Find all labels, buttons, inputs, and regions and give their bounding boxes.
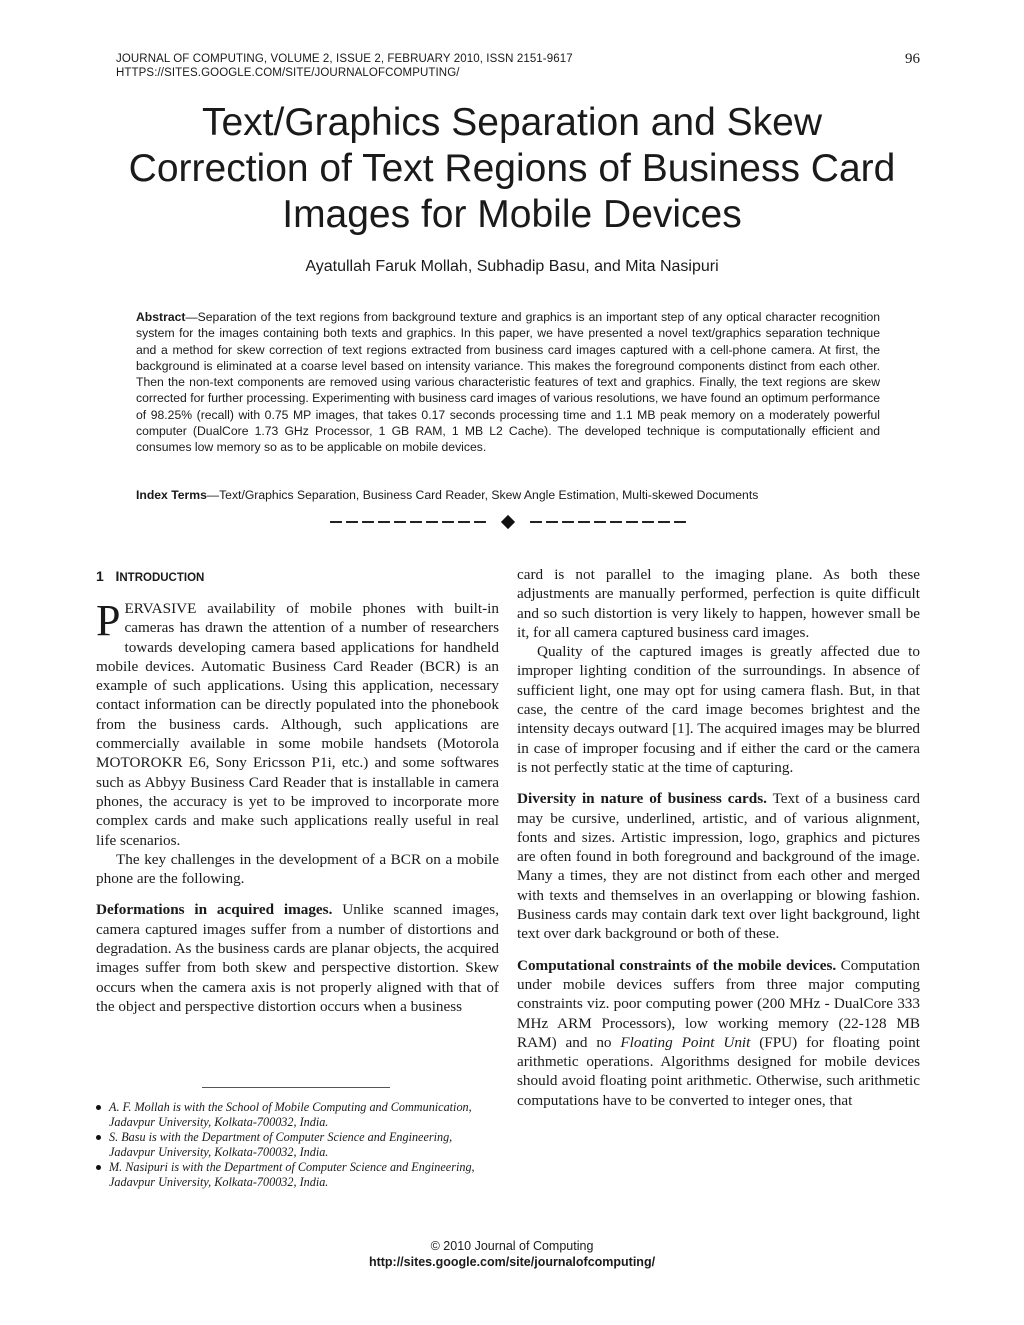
right-paragraph-4 [517, 956, 920, 1110]
section-title-rest: NTRODUCTION [119, 572, 205, 584]
intro-paragraph-3 [96, 900, 499, 1016]
footnote-item: M. Nasipuri is with the Department of Computer Science and Engineering, Jadavpur University, Kolkata-700032, India. [96, 1160, 499, 1190]
abstract-label: Abstract [136, 310, 186, 324]
page-footer [0, 1238, 1024, 1270]
author-footnotes [96, 1100, 499, 1190]
divider-dashes-right [530, 521, 686, 523]
right-paragraph-3-text: Text of a business card may be cursive, underlined, artistic, and of various alignment, fonts and sizes. Artistic impression, logo, graphics and pictures are often found in both foreground and background of the image. Many a times, they are not distinct from each other and merged with texts and themselves in an overlapping or blowing fashion. Business cards may contain dark text over light background, light text over dark background or both of these. [517, 790, 920, 943]
constraints-heading: Computational constraints of the mobile devices. [517, 956, 837, 974]
intro-paragraph-1-text: ERVASIVE availability of mobile phones with built-in cameras has drawn the attention of a number of researchers towards developing camera based applications for handheld mobile devices. Automatic Business Card Reader (BCR) is an example of such applications. Using this application, necessary contact information can be directly populated into the phonebook from the business cards. Although, such applications are commercially available in some mobile handsets (Motorola MOTOROKR E6, Sony Ericsson P1i, etc.) and some softwares such as Abbyy Business Card Reader that is installable in camera phones, the accuracy is yet to be improved to incorporate more complex cards and make such applications really useful in real life scenarios. [96, 600, 499, 849]
intro-paragraph-1 [96, 596, 499, 850]
journal-header-url: HTTPS://SITES.GOOGLE.COM/SITE/JOURNALOFCOMPUTING/ [116, 67, 460, 79]
right-paragraph-3 [517, 789, 920, 943]
title-line-2: Correction of Text Regions of Business Card [128, 147, 896, 190]
right-paragraph-2: Quality of the captured images is greatly affected due to improper lighting condition of the surroundings. In absence of sufficient light, one may opt for using camera flash. But, in that case, the centre of the card image becomes brightest and the intensity decays outward [1]. The acquired images may be blurred in case of improper focusing and if either the card or the camera is not perfectly static at the time of capturing. [517, 643, 920, 776]
author-list: Ayatullah Faruk Mollah, Subhadip Basu, and Mita Nasipuri [305, 258, 719, 275]
divider-dashes-left [330, 521, 486, 523]
footnote-item: S. Basu is with the Department of Computer Science and Engineering, Jadavpur University, Kolkata-700032, India. [96, 1130, 499, 1160]
journal-header-line1: JOURNAL OF COMPUTING, VOLUME 2, ISSUE 2, FEBRUARY 2010, ISSN 2151-9617 [116, 53, 573, 65]
diamond-icon [501, 515, 515, 529]
section-heading [96, 567, 499, 587]
diversity-heading: Diversity in nature of business cards. [517, 790, 767, 808]
footnote-item: A. F. Mollah is with the School of Mobile Computing and Communication, Jadavpur University, Kolkata-700032, India. [96, 1100, 499, 1130]
abstract-text: —Separation of the text regions from background texture and graphics is an important step of any optical character recognition system for the images containing both texts and graphics. In this paper, we have presented a novel text/graphics separation technique and a method for skew correction of text regions extracted from business card images captured with a cell-phone camera. At first, the background is eliminated at a coarse level based on intensity variance. This makes the foreground components distinct from each other. Then the non-text components are removed using various characteristic features of text and graphics. Finally, the text regions are skew corrected for further processing. Experimenting with business card images of various resolutions, we have found an optimum performance of 98.25% (recall) with 0.75 MP images, that takes 0.17 seconds processing time and 1.1 MB peak memory on a moderately powerful computer (DualCore 1.73 GHz Processor, 1 GB RAM, 1 MB L2 Cache). The developed technique is computationally efficient and consumes low memory so as to be applicable on mobile devices. [136, 310, 880, 455]
index-terms [136, 487, 880, 503]
drop-cap: P [96, 596, 121, 645]
index-terms-text: —Text/Graphics Separation, Business Card Reader, Skew Angle Estimation, Multi-skewed Documents [206, 488, 759, 502]
deformations-heading: Deformations in acquired images. [96, 901, 333, 919]
paper-title [80, 100, 944, 238]
right-paragraph-4-text-b: (FPU) for floating point arithmetic operations. Algorithms designed for mobile devices should avoid floating point arithmetic. Otherwise, such arithmetic computations have to be converted to integer ones, that [517, 1033, 920, 1109]
title-line-1: Text/Graphics Separation and Skew [201, 101, 822, 144]
footnote-rule [202, 1087, 390, 1088]
abstract [136, 309, 880, 456]
copyright-notice: © 2010 Journal of Computing [430, 1239, 594, 1253]
section-divider [330, 512, 686, 532]
title-line-3: Images for Mobile Devices [282, 193, 742, 236]
right-column [517, 565, 920, 1110]
fpu-term: Floating Point Unit [620, 1033, 751, 1051]
section-number: 1 [96, 568, 104, 584]
journal-url: http://sites.google.com/site/journalofcomputing/ [368, 1255, 656, 1269]
intro-paragraph-2: The key challenges in the development of a BCR on a mobile phone are the following. [96, 850, 499, 888]
right-paragraph-4-text-a: Computation under mobile devices suffers from three major computing constraints viz. poor computing power (200 MHz - DualCore 333 MHz ARM Processors), low working memory (22-128 MB RAM) and no [517, 956, 920, 1051]
index-terms-label: Index Terms [136, 488, 207, 502]
intro-paragraph-3-text: Unlike scanned images, camera captured images suffer from a number of distortions and degradation. As the business cards are planar objects, the acquired images suffer from both skew and perspective distortion. Skew occurs when the camera axis is not properly aligned with that of the object and perspective distortion occurs when a business [96, 901, 499, 1015]
page-number: 96 [905, 51, 920, 67]
right-paragraph-1: card is not parallel to the imaging plane. As both these adjustments are manually performed, perfection is quite difficult and so such distortion is very likely to happen, however small be it, for all camera captured business card images. [517, 566, 920, 641]
left-column [96, 565, 499, 1016]
section-title-initial: I [115, 568, 120, 584]
